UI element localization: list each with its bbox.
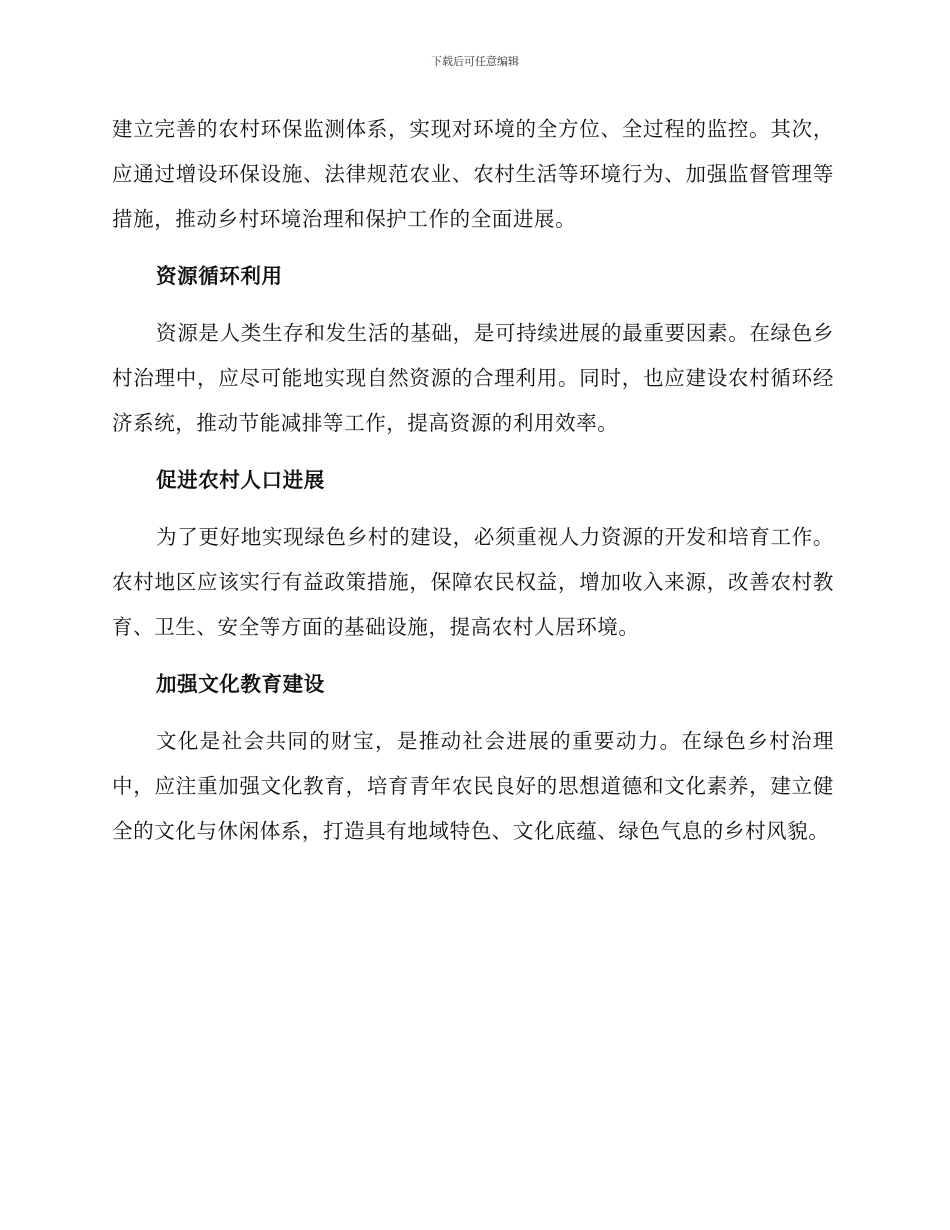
section-paragraph-culture-education: 文化是社会共同的财宝，是推动社会进展的重要动力。在绿色乡村治理中，应注重加强文化教育，培育青年农民良好的思想道德和文化素养，建立健全的文化与休闲体系，打造具有地域特色、文化底蕴、绿色气息的乡村风貌。: [112, 729, 834, 843]
section-heading-resource-recycling: 资源循环利用: [156, 264, 283, 288]
document-body: [112, 107, 834, 854]
intro-paragraph: 建立完善的农村环保监测体系，实现对环境的全方位、全过程的监控。其次，应通过增设环保设施、法律规范农业、农村生活等环境行为、加强监督管理等措施，推动乡村环境治理和保护工作的全面进展。: [112, 117, 834, 231]
section-paragraph-resource-recycling: 资源是人类生存和发生活的基础，是可持续进展的最重要因素。在绿色乡村治理中，应尽可能地实现自然资源的合理利用。同时，也应建设农村循环经济系统，推动节能减排等工作，提高资源的利用效率。: [112, 321, 834, 435]
page-header-note: 下载后可任意编辑: [431, 55, 519, 68]
section-heading-culture-education: 加强文化教育建设: [156, 672, 325, 696]
section-heading-rural-population: 促进农村人口进展: [156, 468, 325, 492]
section-paragraph-rural-population: 为了更好地实现绿色乡村的建设，必须重视人力资源的开发和培育工作。农村地区应该实行有益政策措施，保障农民权益，增加收入来源，改善农村教育、卫生、安全等方面的基础设施，提高农村人居环境。: [112, 525, 834, 639]
